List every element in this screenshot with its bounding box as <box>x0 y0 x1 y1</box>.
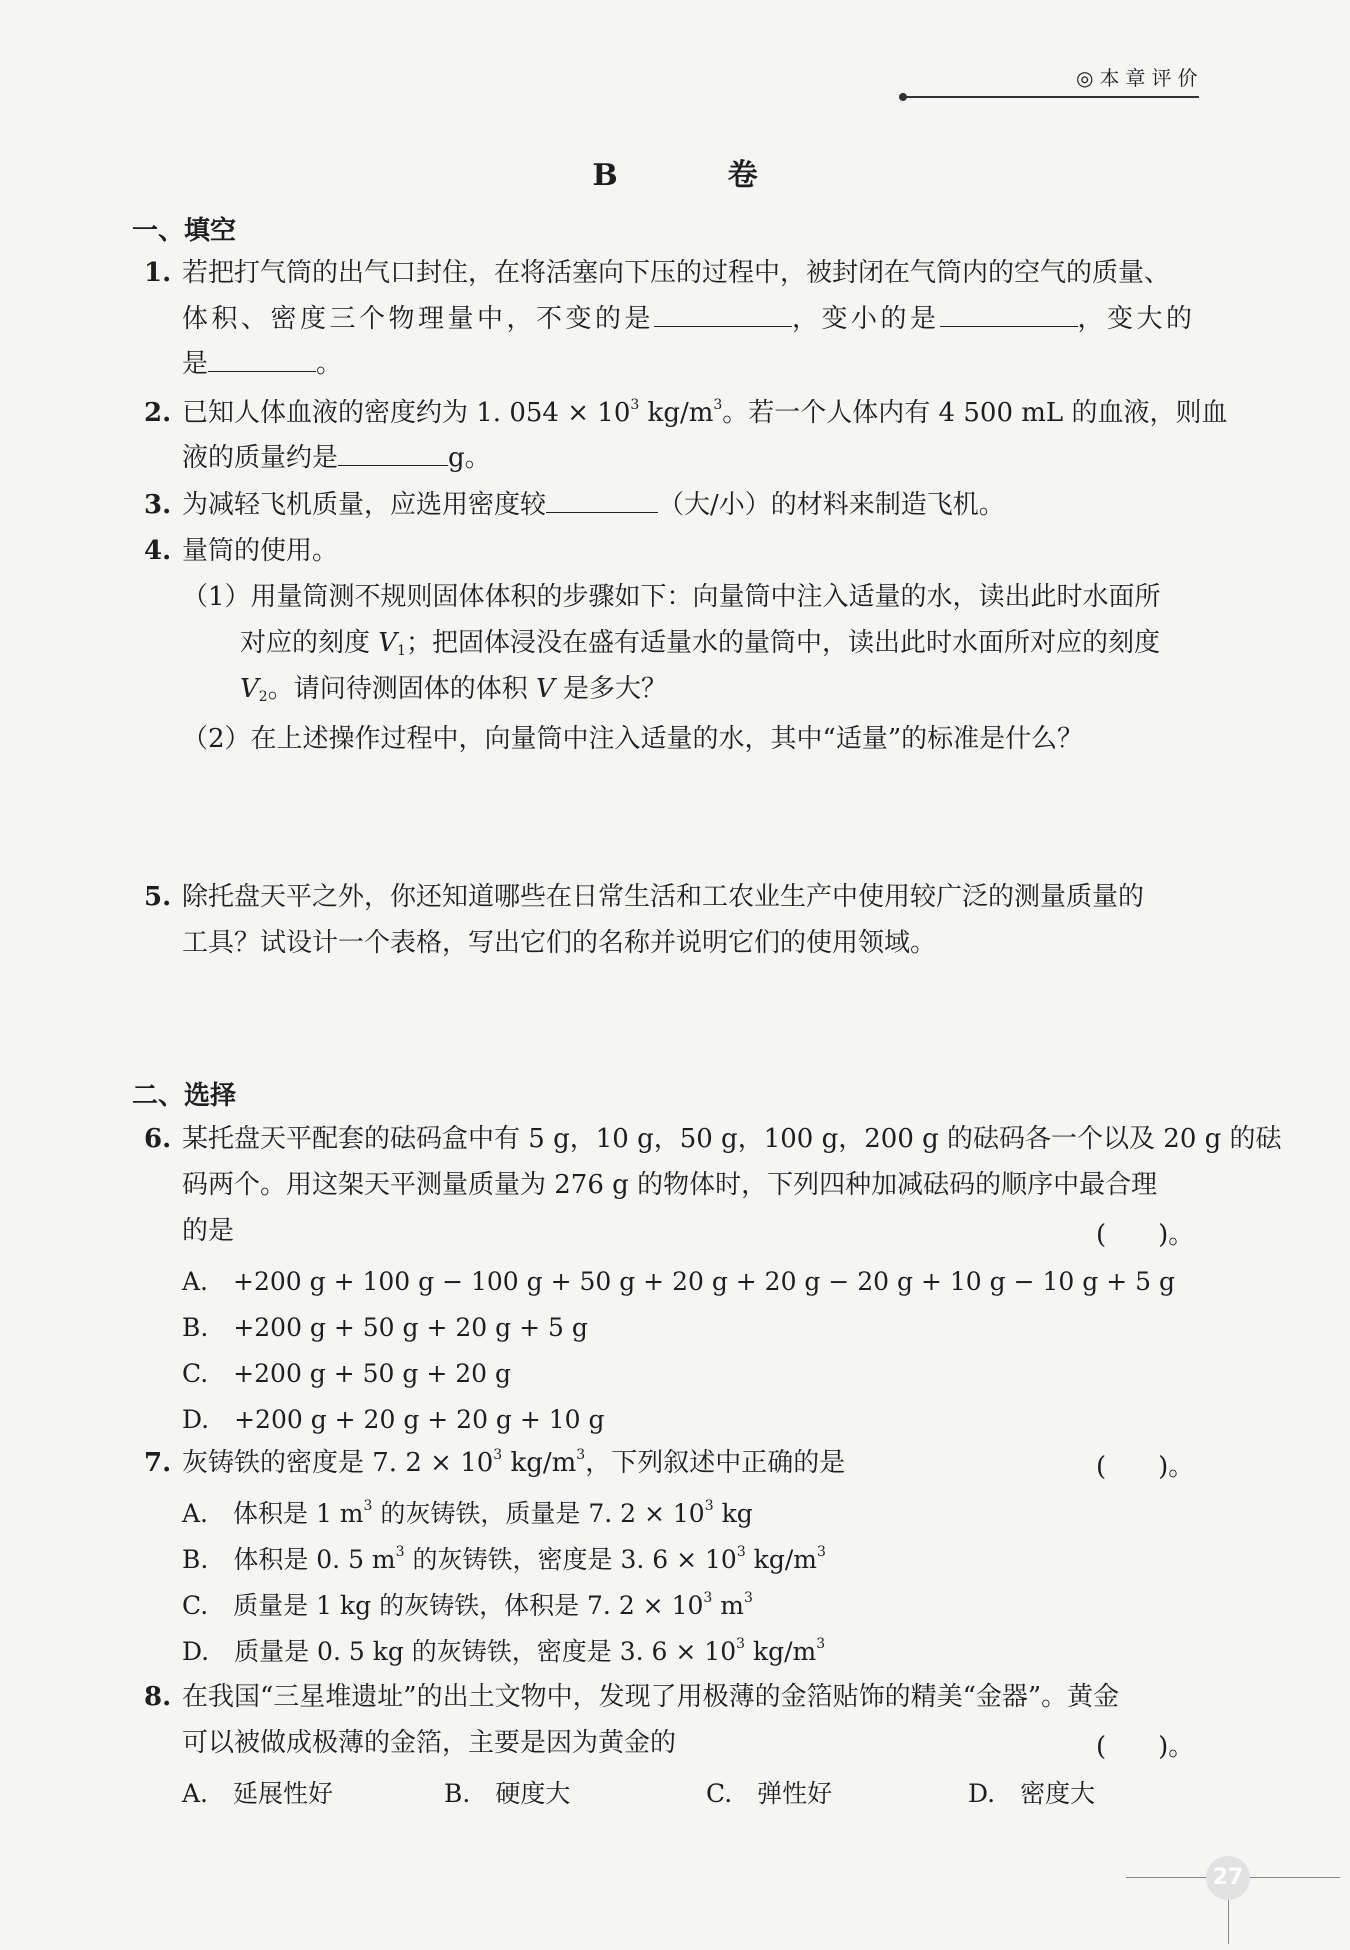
question-number: 4. <box>144 536 172 566</box>
option-a[interactable]: A. +200 g + 100 g − 100 g + 50 g + 20 g + 20 g − 20 g + 10 g − 10 g + 5 g <box>182 1267 1175 1296</box>
question-6-line-1: 某托盘天平配套的砝码盒中有 5 g，10 g，50 g，100 g，200 g 的砝码各一个以及 20 g 的砝 <box>182 1124 1282 1154</box>
question-6-line-3: 的是 <box>182 1216 235 1246</box>
opt-text: D. 质量是 0. 5 kg 的灰铸铁，密度是 3. 6 × 10 <box>182 1637 737 1666</box>
question-1-line-3 <box>182 347 342 381</box>
option-c[interactable]: C. 弹性好 <box>706 1779 833 1808</box>
q4-text-d: 是多大？ <box>554 674 668 704</box>
answer-blank-blood-mass[interactable] <box>338 443 448 466</box>
opt-text: kg/m <box>745 1637 817 1666</box>
q2-text-a: 已知人体血液的密度约为 1. 054 × 10 <box>182 398 631 428</box>
q7-text-a: 灰铸铁的密度是 7. 2 × 10 <box>182 1448 494 1478</box>
answer-blank-smaller[interactable] <box>940 304 1078 327</box>
variable-v: V <box>240 674 259 704</box>
question-3-line-1 <box>182 488 1005 522</box>
exponent: 3 <box>713 397 723 413</box>
opt-text: B. 体积是 0. 5 m <box>182 1545 396 1574</box>
question-6-line-2: 码两个。用这架天平测量质量为 276 g 的物体时，下列四种加减砝码的顺序中最合理 <box>182 1170 1158 1200</box>
question-number: 8. <box>144 1682 172 1712</box>
subscript: 1 <box>397 643 406 659</box>
q3-text-b: （大/小）的材料来制造飞机。 <box>658 490 1005 520</box>
option-b[interactable]: B. 硬度大 <box>444 1779 571 1808</box>
q7-text-b: kg/m <box>502 1448 577 1478</box>
option-d[interactable] <box>182 1632 825 1668</box>
option-c[interactable] <box>182 1586 753 1622</box>
opt-text: kg/m <box>745 1545 817 1574</box>
exponent: 3 <box>630 397 640 413</box>
answer-blank-unchanged[interactable] <box>654 304 792 327</box>
q2-text-b: kg/m <box>639 398 714 428</box>
exponent: 3 <box>816 1636 826 1652</box>
answer-parentheses[interactable]: ( )。 <box>1096 1732 1195 1762</box>
exponent: 3 <box>743 1590 753 1606</box>
opt-text: m <box>712 1591 744 1620</box>
answer-blank-density[interactable] <box>546 490 658 513</box>
q1-text-a: 体积、密度三个物理量中，不变的是 <box>182 304 655 334</box>
question-8-line-2: 可以被做成极薄的金箔，主要是因为黄金的 <box>182 1728 677 1758</box>
section-heading-fill-in: 一、填空 <box>132 216 237 246</box>
question-number: 3. <box>144 490 172 520</box>
question-5-line-2: 工具？试设计一个表格，写出它们的名称并说明它们的使用领域。 <box>182 928 937 958</box>
q4-text-a: 对应的刻度 <box>240 628 379 658</box>
opt-text: A. 体积是 1 m <box>182 1499 364 1528</box>
question-2-line-2 <box>182 441 491 475</box>
exponent: 3 <box>363 1498 373 1514</box>
option-d[interactable]: D. 密度大 <box>968 1779 1096 1808</box>
option-b[interactable]: B. +200 g + 50 g + 20 g + 5 g <box>182 1313 588 1342</box>
option-c[interactable]: C. +200 g + 50 g + 20 g <box>182 1359 512 1388</box>
q1-text-d: 是 <box>182 349 209 379</box>
option-a[interactable]: A. 延展性好 <box>182 1779 334 1808</box>
question-number: 5. <box>144 882 172 912</box>
opt-text: 的灰铸铁，密度是 3. 6 × 10 <box>404 1545 737 1574</box>
exponent: 3 <box>493 1447 503 1463</box>
question-1-line-1: 若把打气筒的出气口封住，在将活塞向下压的过程中，被封闭在气筒内的空气的质量、 <box>182 258 1171 288</box>
header-rule <box>903 96 1199 98</box>
question-number: 6. <box>144 1124 172 1154</box>
question-number: 2. <box>144 398 172 428</box>
question-5-line-1: 除托盘天平之外，你还知道哪些在日常生活和工农业生产中使用较广泛的测量质量的 <box>182 882 1145 912</box>
section-heading-choice: 二、选择 <box>132 1081 237 1111</box>
question-4-part-2: （2）在上述操作过程中，向量筒中注入适量的水，其中“适量”的标准是什么？ <box>182 724 1084 754</box>
q7-text-c: ，下列叙述中正确的是 <box>585 1448 846 1478</box>
page-number: 27 <box>1206 1856 1250 1900</box>
q2-text-e: g。 <box>448 443 491 473</box>
option-a[interactable] <box>182 1494 753 1530</box>
q2-text-d: 液的质量约是 <box>182 443 339 473</box>
question-number: 7. <box>144 1448 172 1478</box>
chapter-section-tag: ◎本章评价 <box>1076 66 1204 90</box>
question-8-line-1: 在我国“三星堆遗址”的出土文物中，发现了用极薄的金箔贴饰的精美“金器”。黄金 <box>182 1682 1120 1712</box>
opt-text: C. 质量是 1 kg 的灰铸铁，体积是 7. 2 × 10 <box>182 1591 704 1620</box>
exponent: 3 <box>816 1544 826 1560</box>
exponent: 3 <box>395 1544 405 1560</box>
question-4-part-1-line-1: （1）用量筒测不规则固体体积的步骤如下：向量筒中注入适量的水，读出此时水面所 <box>182 582 1161 612</box>
question-4-part-1-line-3 <box>240 672 667 706</box>
opt-text: 的灰铸铁，质量是 7. 2 × 10 <box>372 1499 705 1528</box>
answer-parentheses[interactable]: ( )。 <box>1096 1452 1195 1482</box>
q4-text-c: 。请问待测固体的体积 <box>267 674 536 704</box>
q2-text-c: 。若一个人体内有 4 500 mL 的血液，则血 <box>722 398 1228 428</box>
option-d[interactable]: D. +200 g + 20 g + 20 g + 10 g <box>182 1405 605 1434</box>
answer-blank-larger[interactable] <box>208 349 316 372</box>
q1-text-b: ，变小的是 <box>792 304 940 334</box>
exponent: 3 <box>736 1636 746 1652</box>
variable-v: V <box>535 674 555 704</box>
answer-parentheses[interactable]: ( )。 <box>1096 1220 1195 1250</box>
variable-v: V <box>378 628 398 658</box>
question-4-stem: 量筒的使用。 <box>182 536 339 566</box>
subscript: 2 <box>258 689 268 705</box>
option-b[interactable] <box>182 1540 826 1576</box>
q4-text-b: ；把固体浸没在盛有适量水的量筒中，读出此时水面所对应的刻度 <box>405 628 1160 658</box>
question-4-part-1-line-2 <box>240 626 1160 660</box>
exponent: 3 <box>736 1544 746 1560</box>
question-1-line-2 <box>182 302 1196 336</box>
exponent: 3 <box>703 1590 713 1606</box>
q1-text-e: 。 <box>316 349 343 379</box>
opt-text: kg <box>713 1499 753 1528</box>
exponent: 3 <box>704 1498 714 1514</box>
q1-text-c: ，变大的 <box>1077 304 1196 334</box>
q3-text-a: 为减轻飞机质量，应选用密度较 <box>182 490 547 520</box>
question-number: 1. <box>144 258 172 288</box>
question-2-line-1 <box>182 396 1227 430</box>
exponent: 3 <box>576 1447 586 1463</box>
question-7-stem <box>182 1446 845 1480</box>
page-title: B 卷 <box>592 158 798 193</box>
